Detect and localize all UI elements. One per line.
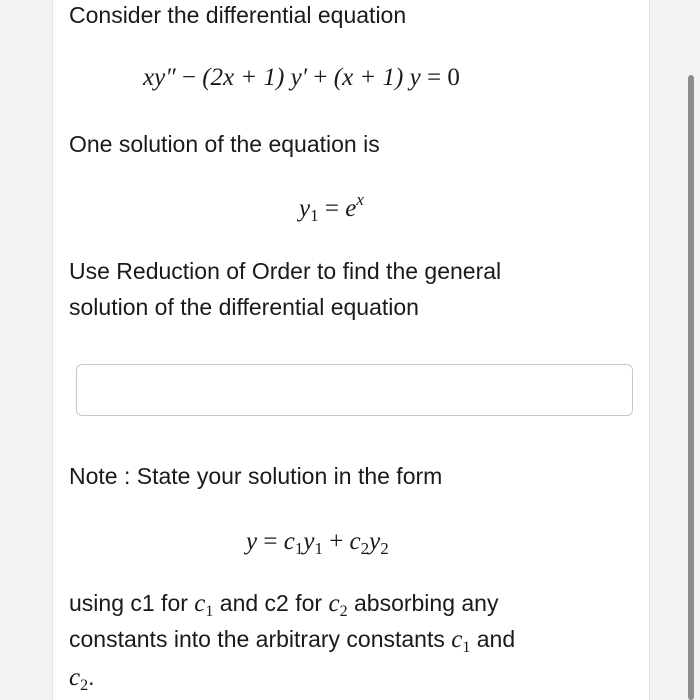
usage-c2b-letter: c [69, 664, 81, 691]
differential-equation [143, 63, 460, 93]
y1-rhs-sup: x [356, 190, 364, 209]
usage-line-3 [69, 659, 95, 696]
eq-term2: (2x + 1) y′ [202, 64, 308, 91]
form-y2: y [369, 528, 381, 555]
eq-rhs: = 0 [426, 64, 460, 91]
form-c1: c [283, 528, 295, 555]
scrollbar[interactable] [688, 75, 694, 700]
usage-c1 [194, 590, 214, 620]
usage-c2-sub: 2 [339, 603, 348, 620]
usage-c2b-sub: 2 [80, 677, 89, 694]
one-solution-text: One solution of the equation is [69, 131, 380, 157]
usage-text-1a: using c1 for [69, 590, 188, 616]
usage-c2-second [69, 664, 89, 694]
usage-c1-second [451, 626, 471, 656]
eq-term1: xy″ [143, 64, 176, 91]
y1-equation [299, 190, 364, 225]
usage-c1-letter: c [194, 590, 206, 617]
y1-lhs: y [299, 195, 311, 222]
eq-op2: + [313, 64, 328, 91]
note-text: Note : State your solution in the form [69, 463, 443, 489]
form-c1-sub: 1 [294, 539, 304, 558]
y1-lhs-sub: 1 [310, 206, 319, 225]
y1-rhs: e [345, 195, 357, 222]
form-equation [246, 527, 389, 557]
usage-text-1c: absorbing any [353, 590, 499, 616]
eq-op1: − [181, 64, 196, 91]
usage-period: . [88, 664, 95, 690]
usage-c1-sub: 1 [205, 603, 214, 620]
form-c2: c [349, 528, 361, 555]
usage-line-1 [69, 585, 498, 622]
form-y2-sub: 2 [380, 539, 389, 558]
answer-input[interactable] [76, 364, 633, 416]
form-y1-sub: 1 [314, 539, 323, 558]
usage-c1b-sub: 1 [462, 639, 471, 656]
form-lhs: y [246, 528, 258, 555]
usage-text-1b: and c2 for [219, 590, 323, 616]
form-plus: + [329, 528, 344, 555]
usage-c2 [328, 590, 348, 620]
intro-text: Consider the differential equation [69, 2, 407, 28]
y1-eq: = [324, 195, 339, 222]
usage-text-2b: and [476, 626, 516, 652]
instruction-line-2: solution of the differential equation [69, 294, 419, 320]
usage-text-2a: constants into the arbitrary constants [69, 626, 445, 652]
usage-c2-letter: c [328, 590, 340, 617]
form-eq: = [263, 528, 278, 555]
usage-line-2 [69, 621, 515, 658]
form-c2-sub: 2 [360, 539, 370, 558]
usage-c1b-letter: c [451, 626, 463, 653]
form-y1: y [303, 528, 315, 555]
instruction-line-1: Use Reduction of Order to find the general [69, 258, 502, 284]
eq-term3: (x + 1) y [333, 64, 421, 91]
